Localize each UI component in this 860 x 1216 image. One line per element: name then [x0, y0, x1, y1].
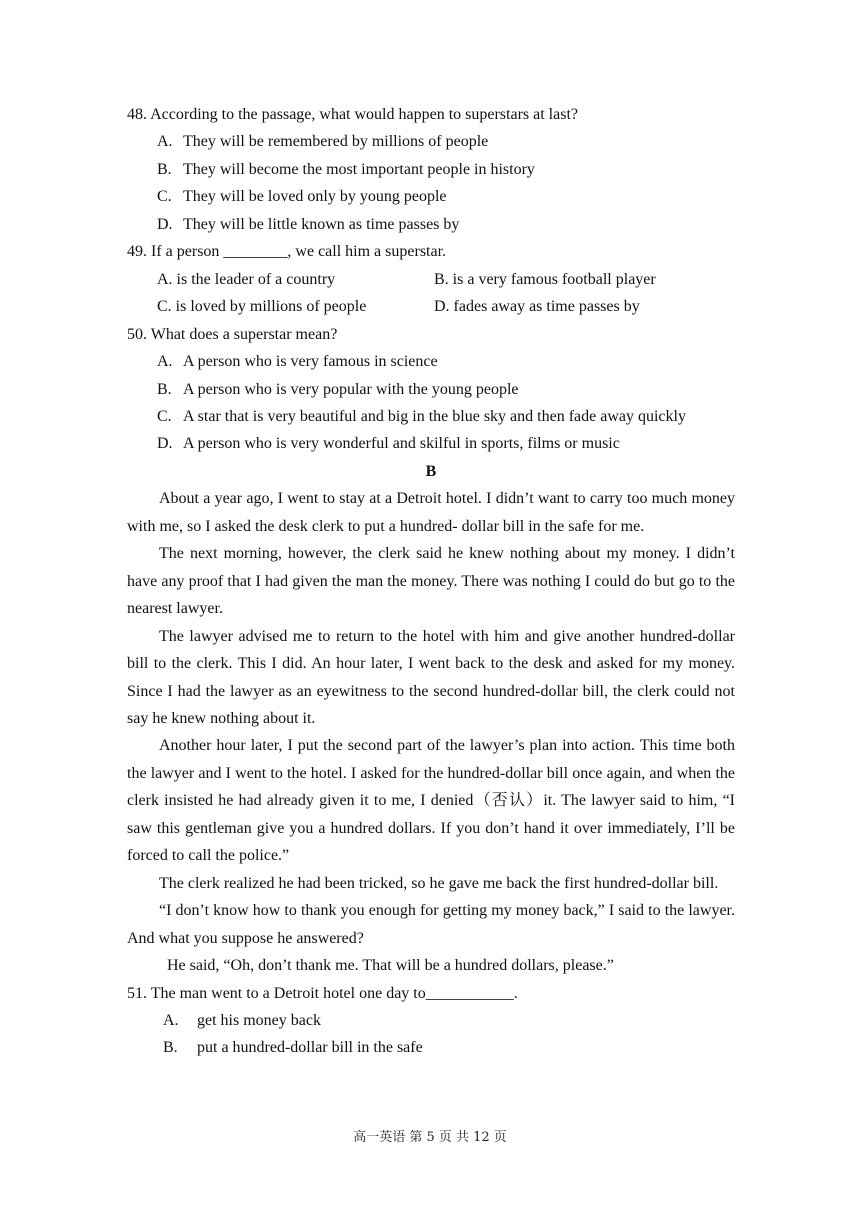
option-text: They will be remembered by millions of people: [183, 133, 489, 151]
question-48-option-d: [127, 211, 735, 238]
question-48-stem: 48. According to the passage, what would happen to superstars at last?: [127, 106, 578, 123]
question-50-option-a: [127, 348, 735, 375]
option-letter: B.: [157, 380, 172, 398]
question-49-options-row-1: [127, 266, 735, 293]
option-letter: B.: [157, 160, 172, 178]
passage-paragraph: “I don’t know how to thank you enough for getting my money back,” I said to the lawyer. And what you suppose he answered?: [127, 902, 735, 947]
question-49-option-a: A. is the leader of a country: [157, 270, 336, 288]
passage-paragraph: The next morning, however, the clerk said he knew nothing about my money. I didn’t have any proof that I had given the man the money. There was nothing I could do but go to the nearest lawyer.: [127, 545, 735, 618]
passage-paragraph: He said, “Oh, don’t thank me. That will be a hundred dollars, please.”: [167, 957, 614, 975]
question-49-option-c: C. is loved by millions of people: [157, 298, 367, 316]
option-text: get his money back: [197, 1011, 321, 1029]
question-50-option-d: [127, 430, 735, 457]
option-text: A star that is very beautiful and big in the blue sky and then fade away quickly: [183, 407, 686, 425]
option-text: They will be loved only by young people: [183, 188, 447, 206]
question-49-options-row-2: [127, 293, 735, 320]
option-text: A person who is very popular with the young people: [183, 380, 519, 398]
option-letter: A.: [163, 1011, 179, 1029]
question-50-option-b: [127, 376, 735, 403]
question-49-option-d: D. fades away as time passes by: [434, 298, 640, 316]
option-text: A person who is very wonderful and skilful in sports, films or music: [183, 435, 620, 453]
passage-paragraph: About a year ago, I went to stay at a Detroit hotel. I didn’t want to carry too much money with me, so I asked the desk clerk to put a hundred- dollar bill in the safe for me.: [127, 490, 735, 535]
question-51-option-a: [127, 1007, 735, 1034]
question-51-stem: 51. The man went to a Detroit hotel one day to___________.: [127, 984, 518, 1002]
option-letter: D.: [157, 435, 173, 453]
passage-paragraph: The clerk realized he had been tricked, so he gave me back the first hundred-dollar bill.: [159, 874, 719, 892]
option-letter: C.: [157, 407, 172, 425]
question-50-stem: 50. What does a superstar mean?: [127, 325, 338, 343]
question-51-option-b: [127, 1034, 735, 1061]
question-49-option-b: B. is a very famous football player: [434, 270, 656, 288]
option-letter: B.: [163, 1039, 178, 1057]
option-text: They will be little known as time passes by: [183, 215, 460, 233]
question-50-option-c: [127, 403, 735, 430]
section-b-heading: B: [425, 462, 437, 480]
passage-paragraph: The lawyer advised me to return to the hotel with him and give another hundred-dollar bill to the clerk. This I did. An hour later, I went back to the desk and asked for my money. Since I had the lawyer as an eyewitness to the second hundred-dollar bill, the clerk could not say he knew nothing about it.: [127, 627, 735, 727]
option-letter: A.: [157, 133, 173, 151]
option-text: They will become the most important people in history: [183, 160, 535, 178]
option-text: A person who is very famous in science: [183, 353, 438, 371]
option-letter: C.: [157, 188, 172, 206]
passage-paragraph: Another hour later, I put the second part of the lawyer’s plan into action. This time both the lawyer and I went to the hotel. I asked for the hundred-dollar bill once again, and when the clerk insisted he had already given it to me, I denied（否认）it. The lawyer said to him, “I saw this gentleman give you a hundred dollars. If you don’t hand it over immediately, I’ll be forced to call the police.”: [127, 737, 735, 865]
question-48-option-a: [127, 128, 735, 155]
question-49-stem: 49. If a person ________, we call him a superstar.: [127, 243, 447, 261]
question-48-option-b: [127, 156, 735, 183]
page-footer: 高一英语 第 5 页 共 12 页: [353, 1130, 507, 1145]
option-letter: A.: [157, 353, 173, 371]
question-48-option-c: [127, 183, 735, 210]
option-text: put a hundred-dollar bill in the safe: [197, 1039, 423, 1057]
exam-page: [127, 101, 735, 1062]
option-letter: D.: [157, 215, 173, 233]
